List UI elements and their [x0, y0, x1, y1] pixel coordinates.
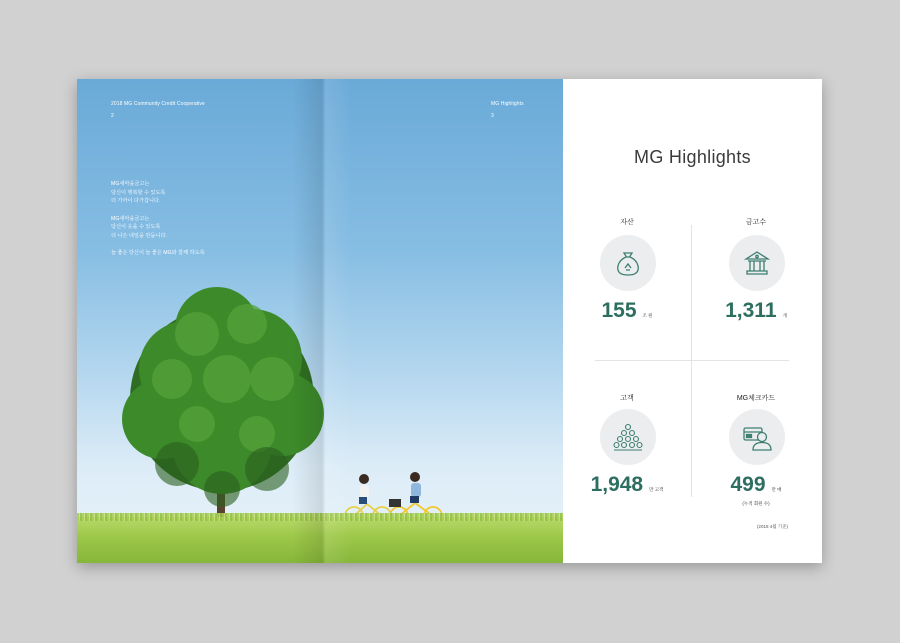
stat-value-row: [692, 473, 820, 497]
stat-value: 155: [601, 299, 637, 322]
stat-icon-circle: [600, 235, 656, 291]
stat-unit: 만 고객: [649, 487, 664, 492]
intro-paragraph: 늘 좋은 당신이 늘 좋은 MG와 함께 하도록: [111, 250, 205, 256]
footnote: (2018 4월 기준): [756, 524, 788, 529]
stat-label: 금고수: [745, 219, 767, 226]
stat-label: MG체크카드: [736, 395, 776, 402]
stat-unit: 조 원: [642, 313, 653, 318]
left-page-number: 2: [111, 113, 114, 119]
stat-value: 1,948: [590, 473, 644, 496]
stat-value: 499: [730, 473, 766, 496]
grid-divider-vertical: [691, 225, 692, 497]
stat-value-row: [563, 473, 691, 497]
intro-paragraph: MG새마을금고는 당신이 웃을 수 있도록 더 나은 내일을 만듭니다.: [111, 215, 167, 239]
check-card-user-icon: [742, 422, 772, 452]
money-bag-icon: [613, 248, 643, 278]
stat-icon-circle: [729, 409, 785, 465]
stat-icon-circle: [600, 409, 656, 465]
page-title: MG Highlights: [634, 147, 751, 167]
left-running-head: 2018 MG Community Credit Cooperative: [111, 101, 205, 107]
stat-label: 자산: [620, 219, 634, 226]
stat-unit: 개: [782, 313, 787, 318]
stat-value: 1,311: [725, 299, 777, 322]
stat-subnote: (누적 회원 수): [742, 501, 770, 506]
stat-label: 고객: [620, 395, 634, 402]
right-page-number: 3: [491, 113, 494, 119]
stat-value-row: [563, 299, 691, 323]
brochure-spread: [77, 79, 822, 563]
photo-page: [77, 79, 563, 563]
page-gutter-shadow: [292, 79, 352, 563]
highlights-page: [563, 79, 822, 563]
stat-icon-circle: [729, 235, 785, 291]
people-pyramid-icon: [613, 422, 643, 452]
stat-unit: 만 매: [771, 487, 782, 492]
grid-divider-horizontal: [595, 360, 789, 361]
bank-building-icon: [742, 248, 772, 278]
right-running-head: MG Highlights: [491, 101, 524, 107]
stat-value-row: [692, 299, 820, 323]
intro-paragraph: MG새마을금고는 당신이 행복할 수 있도록 더 가까이 다가갑니다.: [111, 181, 166, 204]
intro-copy: [111, 180, 205, 267]
